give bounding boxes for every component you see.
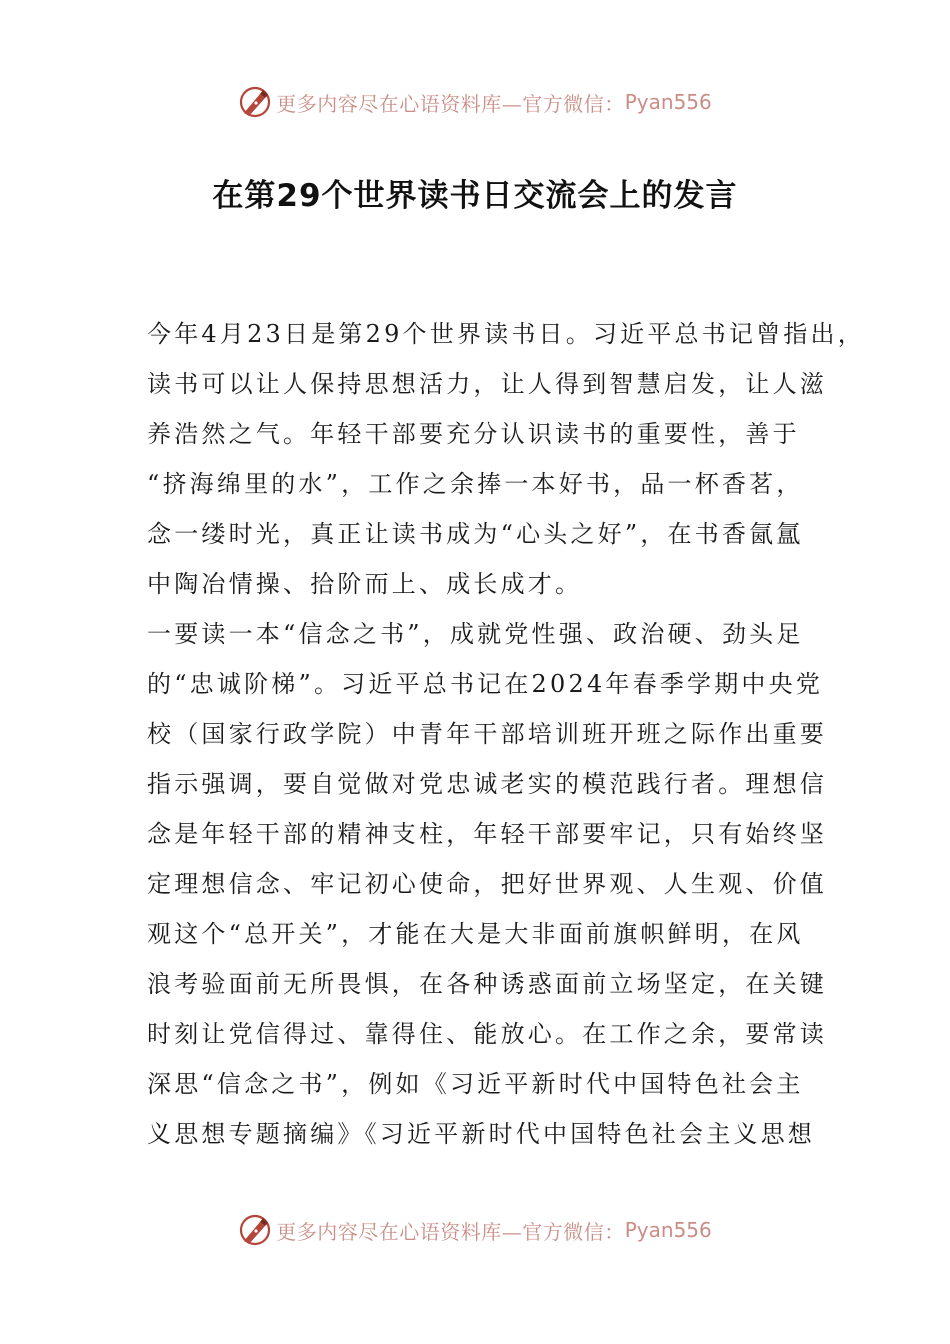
body-line: 定理想信念、牢记初心使命，把好世界观、人生观、价值	[147, 870, 827, 898]
body-line: 读书可以让人保持思想活力，让人得到智慧启发，让人滋	[147, 370, 827, 398]
body-line: 中陶冶情操、拾阶而上、成长成才。	[147, 570, 583, 598]
header-banner-text: 更多内容尽在心语资料库—官方微信：	[276, 91, 625, 116]
body-line: 的“忠诚阶梯”。习近平总书记在2024年春季学期中央党	[147, 670, 824, 698]
body-line: 念一缕时光，真正让读书成为“心头之好”，在书香氤氲	[147, 520, 804, 548]
footer-banner	[0, 1210, 950, 1250]
body-line: 义思想专题摘编》《习近平新时代中国特色社会主义思想	[147, 1120, 815, 1148]
body-line: 指示强调，要自觉做对党忠诚老实的模范践行者。理想信	[147, 770, 827, 798]
footer-banner-text: 更多内容尽在心语资料库—官方微信：	[276, 1219, 625, 1244]
pen-nib-circle-icon	[238, 1213, 272, 1247]
document-title: 在第29个世界读书日交流会上的发言	[212, 178, 738, 214]
body-line: 深思“信念之书”，例如《习近平新时代中国特色社会主	[147, 1070, 804, 1098]
footer-banner-id: Pyan556	[624, 1218, 712, 1242]
body-line: 今年4月23日是第29个世界读书日。习近平总书记曾指出，	[147, 320, 865, 348]
body-line: 观这个“总开关”，才能在大是大非面前旗帜鲜明，在风	[147, 920, 804, 948]
body-line: 浪考验面前无所畏惧，在各种诱惑面前立场坚定，在关键	[147, 970, 827, 998]
body-line: “挤海绵里的水”，工作之余捧一本好书，品一杯香茗，	[147, 470, 804, 498]
body-line: 一要读一本“信念之书”，成就党性强、政治硬、劲头足	[147, 620, 804, 648]
body-line: 时刻让党信得过、靠得住、能放心。在工作之余，要常读	[147, 1020, 827, 1048]
header-banner	[0, 82, 950, 122]
document-body	[147, 316, 865, 1166]
body-line: 养浩然之气。年轻干部要充分认识读书的重要性，善于	[147, 420, 800, 448]
header-banner-id: Pyan556	[624, 90, 712, 114]
body-line: 校（国家行政学院）中青年干部培训班开班之际作出重要	[147, 720, 827, 748]
body-line: 念是年轻干部的精神支柱，年轻干部要牢记，只有始终坚	[147, 820, 827, 848]
pen-nib-circle-icon	[238, 85, 272, 119]
